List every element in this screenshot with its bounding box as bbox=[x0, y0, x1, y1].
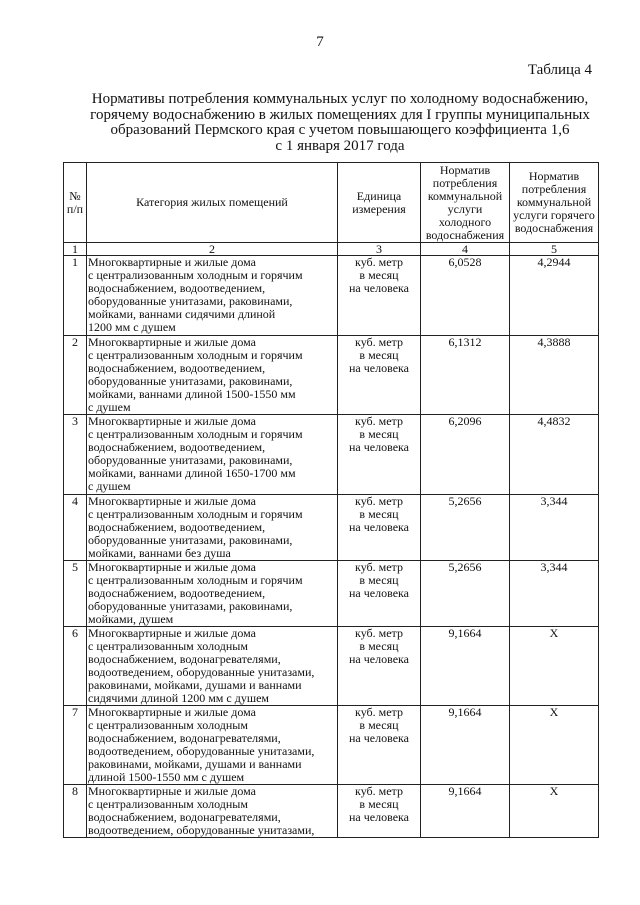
unit-line: в месяц bbox=[359, 427, 399, 441]
unit-line: на человека bbox=[349, 520, 409, 534]
cold-water-norm: 6,1312 bbox=[421, 336, 510, 415]
column-index: 1 bbox=[64, 243, 87, 256]
unit-line: куб. метр bbox=[355, 255, 403, 269]
category-line: с централизованным холодным bbox=[88, 718, 248, 732]
category-line: Многоквартирные и жилые дома bbox=[88, 414, 256, 428]
row-category bbox=[87, 256, 338, 336]
unit-line: на человека bbox=[349, 810, 409, 824]
row-unit bbox=[338, 415, 421, 495]
column-index: 4 bbox=[421, 243, 510, 256]
header-hot-water: Норматив потребления коммунальной услуги горячего водоснабжения bbox=[510, 163, 599, 243]
row-unit bbox=[338, 706, 421, 785]
unit-line: куб. метр bbox=[355, 705, 403, 719]
category-line: оборудованные унитазами, раковинами, bbox=[88, 533, 293, 547]
row-unit bbox=[338, 256, 421, 336]
unit-line: на человека bbox=[349, 731, 409, 745]
hot-water-norm: X bbox=[510, 785, 599, 838]
table-row bbox=[64, 495, 599, 561]
category-line: водоснабжением, водонагревателями, bbox=[88, 810, 281, 824]
table-row bbox=[64, 785, 599, 838]
category-line: водоснабжением, водоотведением, bbox=[88, 440, 266, 454]
category-line: Многоквартирные и жилые дома bbox=[88, 494, 256, 508]
cold-water-norm: 9,1664 bbox=[421, 706, 510, 785]
unit-line: в месяц bbox=[359, 718, 399, 732]
cold-water-norm: 5,2656 bbox=[421, 561, 510, 627]
table-label: Таблица 4 bbox=[527, 62, 592, 78]
table-row bbox=[64, 415, 599, 495]
category-line: оборудованные унитазами, раковинами, bbox=[88, 599, 293, 613]
category-line: сидячими длиной 1200 мм с душем bbox=[88, 691, 269, 705]
category-line: Многоквартирные и жилые дома bbox=[88, 560, 256, 574]
row-category bbox=[87, 561, 338, 627]
category-line: водоотведением, оборудованные унитазами, bbox=[88, 744, 315, 758]
category-line: водоснабжением, водоотведением, bbox=[88, 361, 266, 375]
row-category bbox=[87, 627, 338, 706]
category-line: с централизованным холодным и горячим bbox=[88, 573, 303, 587]
category-line: мойками, ваннами сидячими длиной bbox=[88, 307, 276, 321]
category-line: с душем bbox=[88, 400, 131, 414]
unit-line: в месяц bbox=[359, 348, 399, 362]
table-row bbox=[64, 706, 599, 785]
row-number: 3 bbox=[64, 415, 87, 495]
category-line: водоснабжением, водонагревателями, bbox=[88, 731, 281, 745]
category-line: 1200 мм с душем bbox=[88, 320, 176, 334]
row-unit bbox=[338, 561, 421, 627]
header-number: № п/п bbox=[64, 163, 87, 243]
column-index-row bbox=[64, 243, 599, 256]
category-line: раковинами, мойками, душами и ваннами bbox=[88, 757, 302, 771]
unit-line: в месяц bbox=[359, 573, 399, 587]
category-line: водоснабжением, водонагревателями, bbox=[88, 652, 281, 666]
category-line: водоотведением, оборудованные унитазами, bbox=[88, 665, 315, 679]
row-number: 1 bbox=[64, 256, 87, 336]
unit-line: куб. метр bbox=[355, 494, 403, 508]
header-cold-water: Норматив потребления коммунальной услуги холодного водоснабжения bbox=[421, 163, 510, 243]
category-line: оборудованные унитазами, раковинами, bbox=[88, 374, 293, 388]
category-line: оборудованные унитазами, раковинами, bbox=[88, 453, 293, 467]
column-index: 5 bbox=[510, 243, 599, 256]
unit-line: на человека bbox=[349, 586, 409, 600]
unit-line: на человека bbox=[349, 361, 409, 375]
category-line: водоотведением, оборудованные унитазами, bbox=[88, 823, 315, 837]
norms-table bbox=[63, 162, 599, 838]
category-line: водоснабжением, водоотведением, bbox=[88, 520, 266, 534]
hot-water-norm: 3,344 bbox=[510, 495, 599, 561]
category-line: с централизованным холодным и горячим bbox=[88, 507, 303, 521]
category-line: с душем bbox=[88, 479, 131, 493]
unit-line: куб. метр bbox=[355, 414, 403, 428]
unit-line: куб. метр bbox=[355, 626, 403, 640]
table-row bbox=[64, 561, 599, 627]
row-number: 5 bbox=[64, 561, 87, 627]
row-unit bbox=[338, 785, 421, 838]
hot-water-norm: 3,344 bbox=[510, 561, 599, 627]
row-number: 4 bbox=[64, 495, 87, 561]
category-line: Многоквартирные и жилые дома bbox=[88, 626, 256, 640]
category-line: водоснабжением, водоотведением, bbox=[88, 281, 266, 295]
unit-line: на человека bbox=[349, 281, 409, 295]
hot-water-norm: 4,3888 bbox=[510, 336, 599, 415]
category-line: с централизованным холодным bbox=[88, 639, 248, 653]
title-line: Нормативы потребления коммунальных услуг по холодному водоснабжению, bbox=[91, 91, 589, 107]
title-line: образований Пермского края с учетом повышающего коэффициента 1,6 bbox=[110, 122, 570, 138]
unit-line: в месяц bbox=[359, 268, 399, 282]
category-line: Многоквартирные и жилые дома bbox=[88, 335, 256, 349]
category-line: Многоквартирные и жилые дома bbox=[88, 705, 256, 719]
row-number: 8 bbox=[64, 785, 87, 838]
hot-water-norm: 4,2944 bbox=[510, 256, 599, 336]
category-line: мойками, ваннами длиной 1650-1700 мм bbox=[88, 466, 296, 480]
unit-line: на человека bbox=[349, 652, 409, 666]
cold-water-norm: 9,1664 bbox=[421, 627, 510, 706]
hot-water-norm: X bbox=[510, 706, 599, 785]
unit-line: куб. метр bbox=[355, 784, 403, 798]
column-index: 2 bbox=[87, 243, 338, 256]
table-row bbox=[64, 336, 599, 415]
header-category: Категория жилых помещений bbox=[87, 163, 338, 243]
table-row bbox=[64, 627, 599, 706]
row-unit bbox=[338, 627, 421, 706]
row-number: 2 bbox=[64, 336, 87, 415]
unit-line: куб. метр bbox=[355, 335, 403, 349]
category-line: с централизованным холодным и горячим bbox=[88, 268, 303, 282]
column-index: 3 bbox=[338, 243, 421, 256]
row-number: 6 bbox=[64, 627, 87, 706]
cold-water-norm: 6,2096 bbox=[421, 415, 510, 495]
row-category bbox=[87, 706, 338, 785]
title-line: с 1 января 2017 года bbox=[275, 137, 405, 154]
row-category bbox=[87, 415, 338, 495]
category-line: раковинами, мойками, душами и ваннами bbox=[88, 678, 302, 692]
category-line: длиной 1500-1550 мм с душем bbox=[88, 770, 245, 784]
category-line: мойками, ваннами длиной 1500-1550 мм bbox=[88, 387, 296, 401]
row-category bbox=[87, 495, 338, 561]
unit-line: в месяц bbox=[359, 639, 399, 653]
row-unit bbox=[338, 336, 421, 415]
cold-water-norm: 9,1664 bbox=[421, 785, 510, 838]
category-line: с централизованным холодным и горячим bbox=[88, 348, 303, 362]
category-line: мойками, ваннами без душа bbox=[88, 546, 231, 560]
category-line: Многоквартирные и жилые дома bbox=[88, 255, 256, 269]
cold-water-norm: 6,0528 bbox=[421, 256, 510, 336]
category-line: с централизованным холодным и горячим bbox=[88, 427, 303, 441]
category-line: Многоквартирные и жилые дома bbox=[88, 784, 256, 798]
category-line: водоснабжением, водоотведением, bbox=[88, 586, 266, 600]
unit-line: на человека bbox=[349, 440, 409, 454]
hot-water-norm: X bbox=[510, 627, 599, 706]
table-row bbox=[64, 256, 599, 336]
category-line: мойками, душем bbox=[88, 612, 174, 626]
category-line: с централизованным холодным bbox=[88, 797, 248, 811]
unit-line: в месяц bbox=[359, 797, 399, 811]
row-unit bbox=[338, 495, 421, 561]
row-number: 7 bbox=[64, 706, 87, 785]
row-category bbox=[87, 336, 338, 415]
table-header-row bbox=[64, 163, 599, 243]
header-unit: Единица измерения bbox=[338, 163, 421, 243]
unit-line: в месяц bbox=[359, 507, 399, 521]
category-line: оборудованные унитазами, раковинами, bbox=[88, 294, 293, 308]
unit-line: куб. метр bbox=[355, 560, 403, 574]
document-title bbox=[60, 92, 620, 154]
page-number: 7 bbox=[316, 34, 324, 50]
title-line: горячему водоснабжению в жилых помещениях для I группы муниципальных bbox=[90, 106, 590, 123]
cold-water-norm: 5,2656 bbox=[421, 495, 510, 561]
hot-water-norm: 4,4832 bbox=[510, 415, 599, 495]
row-category bbox=[87, 785, 338, 838]
